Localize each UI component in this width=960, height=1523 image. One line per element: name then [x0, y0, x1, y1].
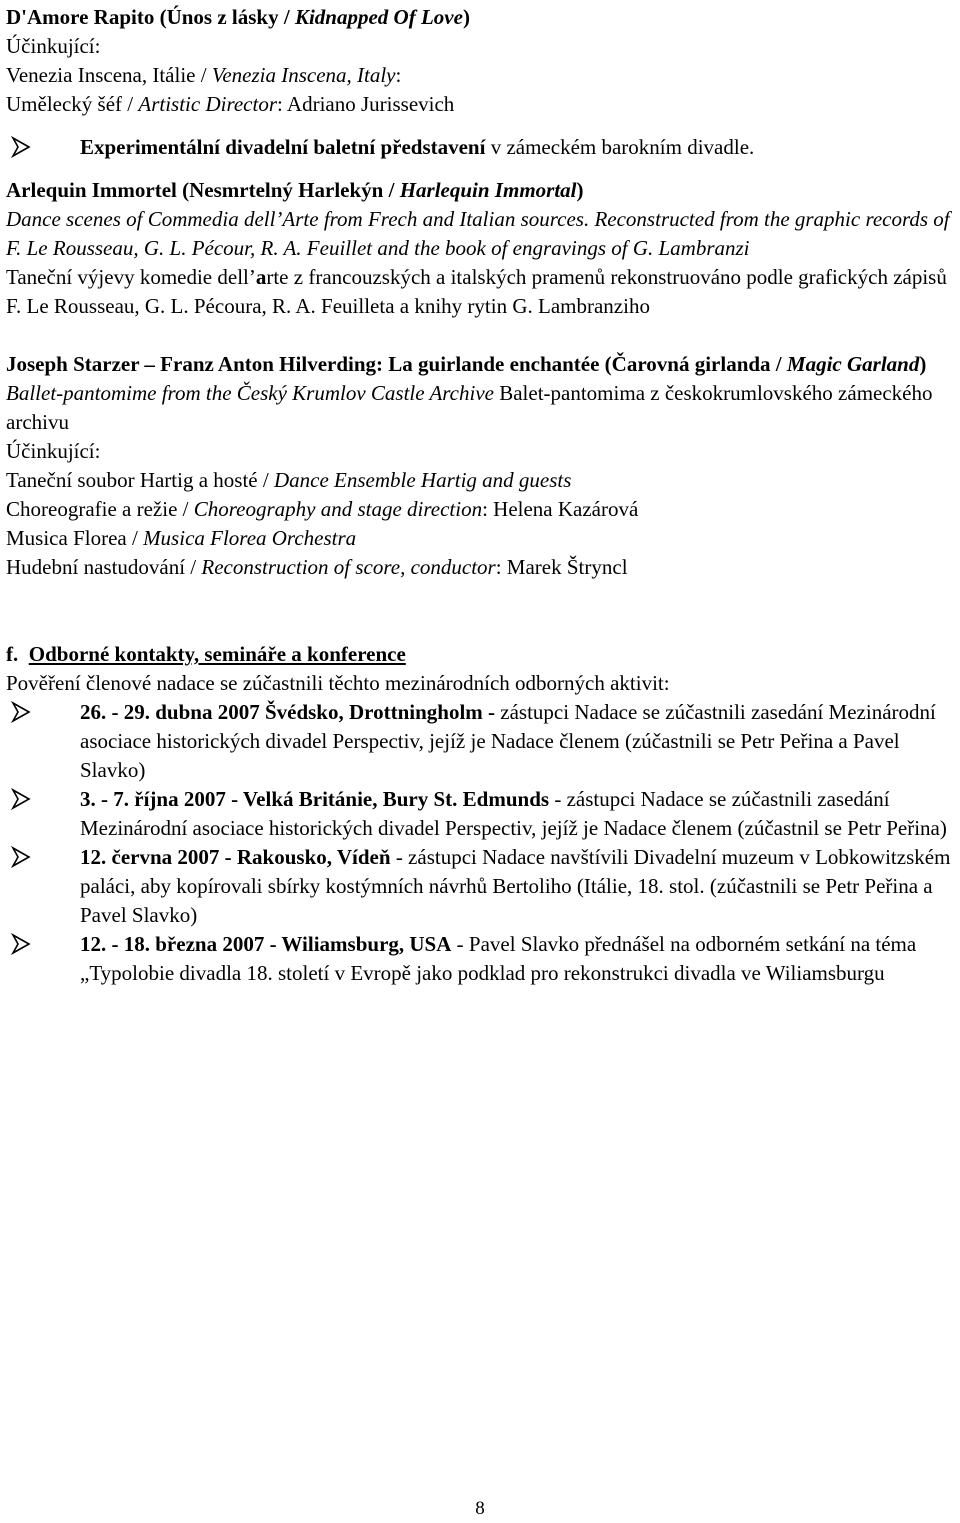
performance-title-guirlande: Joseph Starzer – Franz Anton Hilverding: La guirlande enchantée (Čarovná girlanda / Magic Garland)	[6, 352, 927, 376]
choreography-line: Choreografie a režie / Choreography and stage direction: Helena Kazárová	[6, 497, 639, 521]
list-item: 12. - 18. března 2007 - Wiliamsburg, USA - Pavel Slavko přednášel na odborném setkání na téma „Typolobie divadla 18. století v Evropě jako podklad pro rekonstrukci divadla ve Wiliamsburgu	[6, 930, 956, 988]
conductor-line: Hudební nastudování / Reconstruction of score, conductor: Marek Štryncl	[6, 555, 628, 579]
orchestra-line: Musica Florea / Musica Florea Orchestra	[6, 526, 357, 550]
section-intro: Pověření členové nadace se zúčastnili těchto mezinárodních odborných aktivit:	[6, 671, 670, 695]
english-description: Dance scenes of Commedia dell’Arte from Frech and Italian sources. Reconstructed from the graphic records of F. Le Rousseau, G. L. Pécour, R. A. Feuillet and the book of engravings of G. Lambranzi	[6, 207, 950, 260]
title-close: )	[462, 5, 470, 29]
arrow-bullet-icon	[10, 787, 32, 811]
ensemble-line: Venezia Inscena, Itálie / Venezia Inscena, Italy:	[6, 63, 402, 87]
list-item: 3. - 7. října 2007 - Velká Británie, Bury St. Edmunds - zástupci Nadace se zúčastnili zasedání Mezinárodní asociace historických divadel Perspectiv, jejíž je Nadace členem (zúčastnil se Petr Peřina)	[6, 785, 956, 843]
subtitle-line: Ballet-pantomime from the Český Krumlov Castle Archive Balet-pantomima z českokrumlovského zámeckého archivu	[6, 381, 933, 434]
arrow-bullet-icon	[10, 932, 32, 956]
page-number: 8	[475, 1498, 485, 1519]
list-item: 26. - 29. dubna 2007 Švédsko, Drottningholm - zástupci Nadace se zúčastnili zasedání Mezinárodní asociace historických divadel Perspectiv, jejíž je Nadace členem (zúčastnili se Petr Peřina a Pavel Slavko)	[6, 698, 956, 785]
list-item: 12. června 2007 - Rakousko, Vídeň - zástupci Nadace navštívili Divadelní muzeum v Lobkowitzském paláci, aby kopírovali sbírky kostýmních návrhů Bertoliho (Itálie, 18. stol. (zúčastnili se Petr Peřina a Pavel Slavko)	[6, 843, 956, 930]
arrow-bullet-icon	[10, 135, 32, 159]
performers-label: Účinkující:	[6, 34, 101, 58]
title-english: Kidnapped Of Love	[294, 5, 463, 29]
performance-title-arlequin: Arlequin Immortel (Nesmrtelný Harlekýn / Harlequin Immortal)	[6, 178, 584, 202]
document-page	[6, 3, 956, 988]
performance-title-damore	[6, 3, 956, 32]
ensemble-line: Taneční soubor Hartig a hosté / Dance Ensemble Hartig and guests	[6, 468, 572, 492]
arrow-bullet-icon	[10, 845, 32, 869]
list-item: Experimentální divadelní baletní představení v zámeckém barokním divadle.	[6, 133, 956, 162]
performers-label: Účinkující:	[6, 439, 101, 463]
czech-description: Taneční výjevy komedie dell’arte z francouzských a italských pramenů rekonstruováno podle grafických zápisů F. Le Rousseau, G. L. Pécoura, R. A. Feuilleta a knihy rytin G. Lambranziho	[6, 265, 947, 318]
title-text: D'Amore Rapito (Únos z lásky /	[6, 5, 295, 29]
section-heading: f. Odborné kontakty, semináře a konference	[6, 642, 406, 666]
arrow-bullet-icon	[10, 700, 32, 724]
director-line: Umělecký šéf / Artistic Director: Adriano Jurissevich	[6, 92, 455, 116]
